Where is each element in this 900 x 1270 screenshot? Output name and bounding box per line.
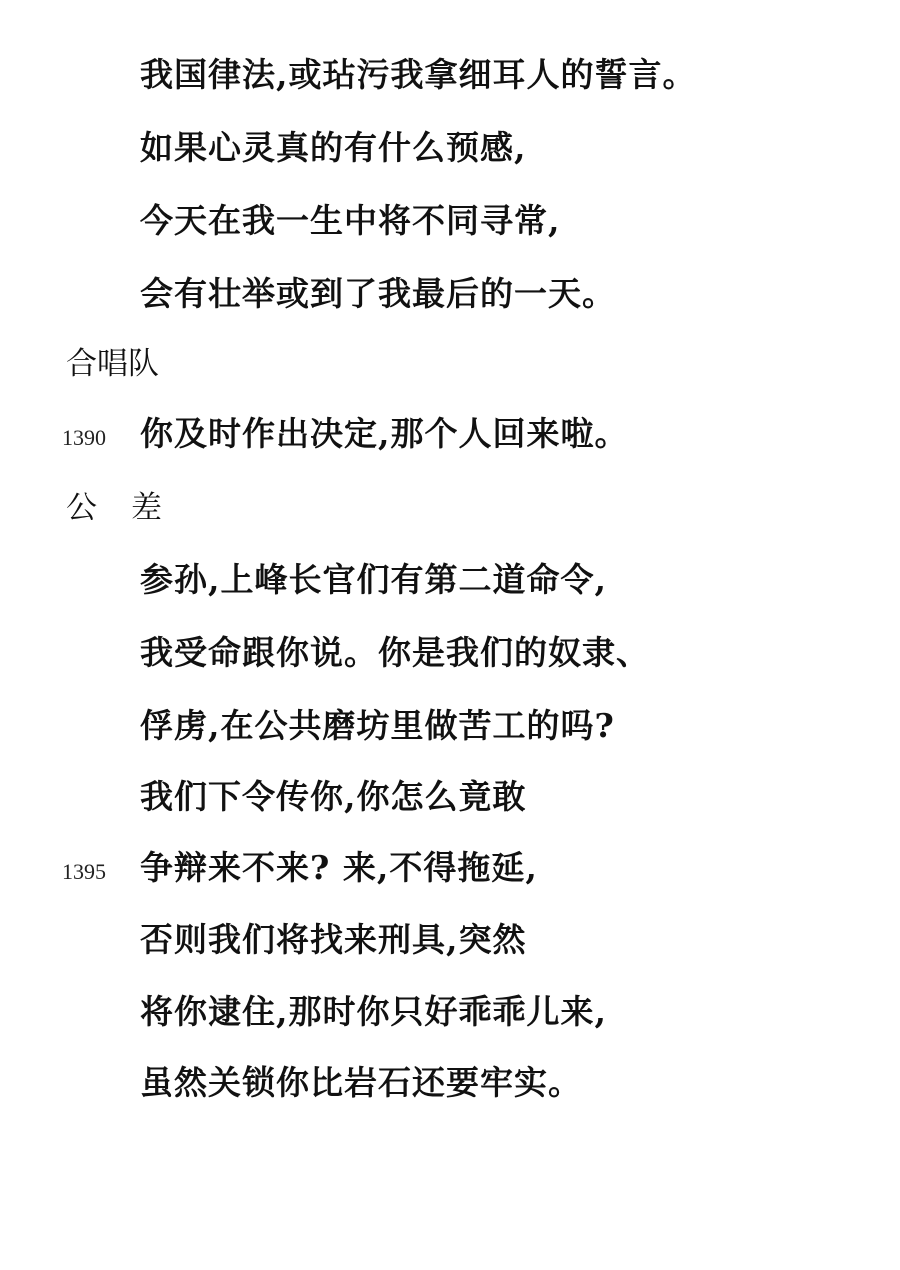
verse-line: 虽然关锁你比岩石还要牢实。 <box>140 1063 582 1102</box>
verse-line: 我受命跟你说。你是我们的奴隶、 <box>140 633 650 672</box>
verse-line: 我国律法,或玷污我拿细耳人的誓言。 <box>140 55 697 94</box>
verse-line: 会有壮举或到了我最后的一天。 <box>140 274 616 313</box>
verse-line: 否则我们将找来刑具,突然 <box>140 920 527 959</box>
verse-line: 俘虏,在公共磨坊里做苦工的吗? <box>140 706 615 745</box>
verse-line: 今天在我一生中将不同寻常, <box>140 201 561 240</box>
verse-line: 你及时作出决定,那个人回来啦。 <box>140 414 629 453</box>
line-number: 1390 <box>62 425 106 450</box>
verse-line: 我们下令传你,你怎么竟敢 <box>140 777 527 816</box>
speaker-label-officer: 公差 <box>66 490 196 526</box>
line-number: 1395 <box>62 859 106 884</box>
verse-line: 争辩来不来? 来,不得拖延, <box>140 848 538 887</box>
verse-line: 如果心灵真的有什么预感, <box>140 128 527 167</box>
verse-line: 参孙,上峰长官们有第二道命令, <box>140 560 607 599</box>
verse-line: 将你逮住,那时你只好乖乖儿来, <box>140 992 607 1031</box>
speaker-label-chorus: 合唱队 <box>66 346 159 382</box>
